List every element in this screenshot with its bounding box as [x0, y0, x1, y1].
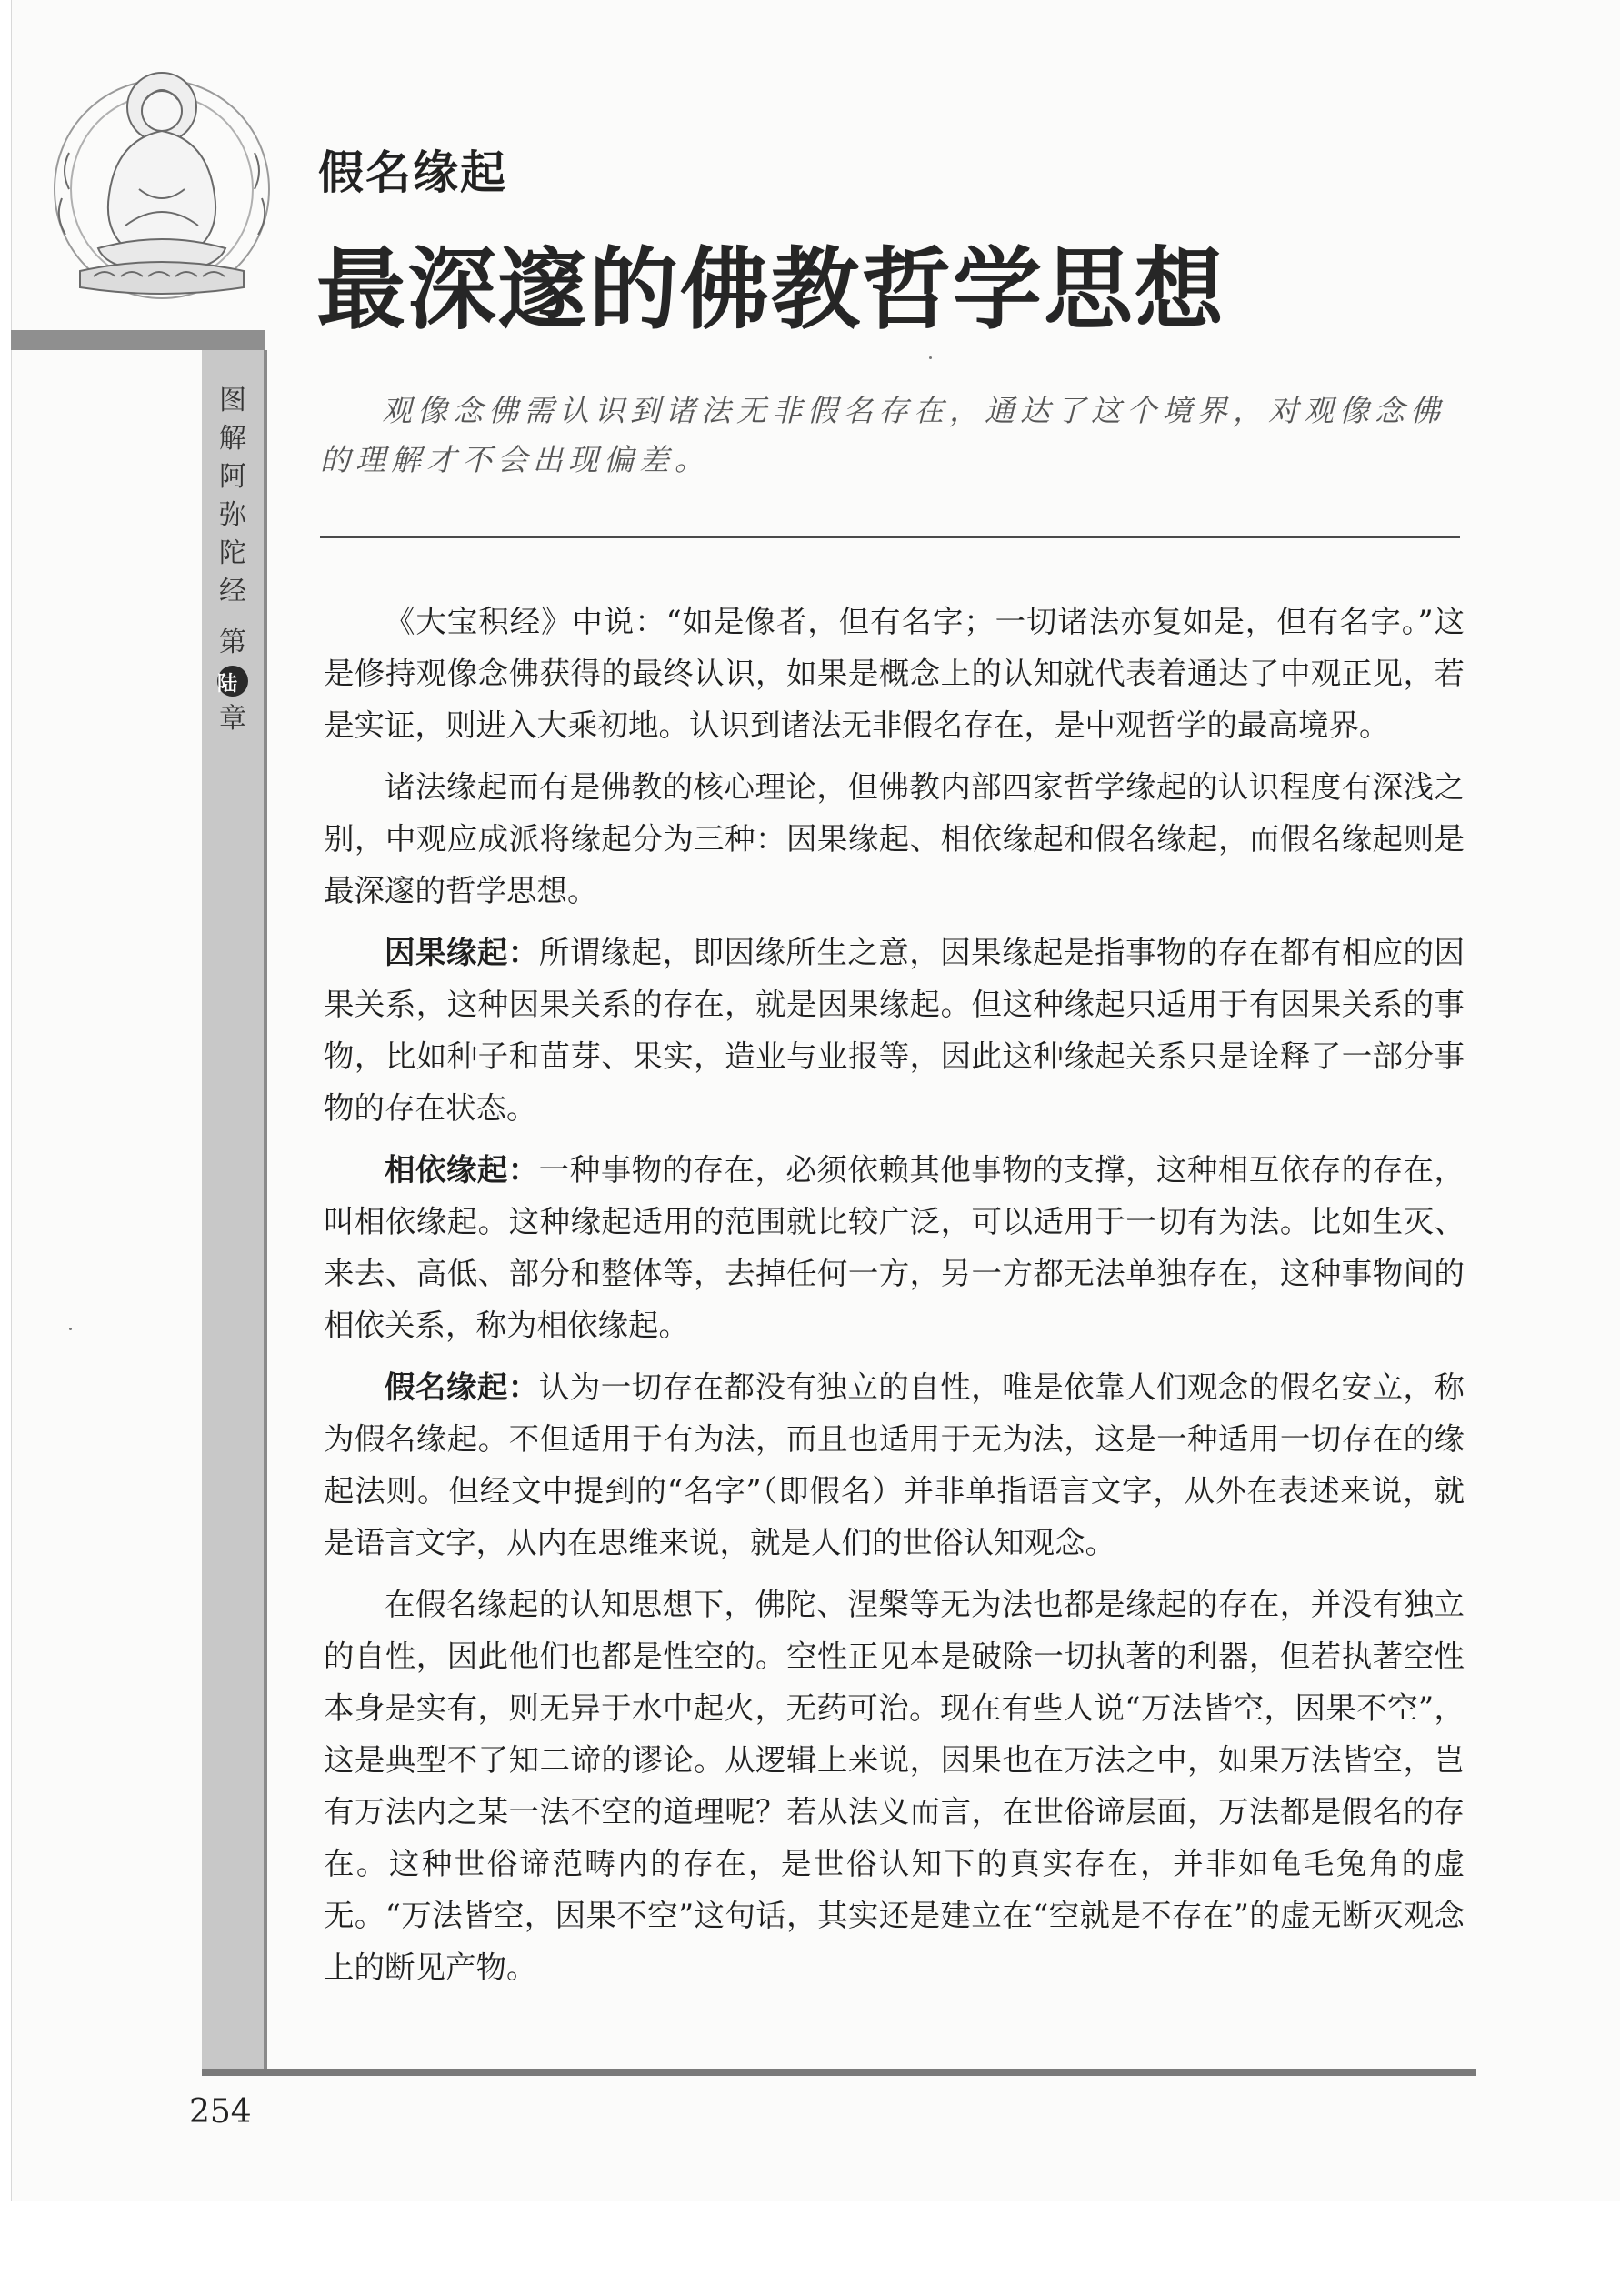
sidebar-char: 图: [219, 385, 246, 416]
sidebar-char: 陀: [219, 537, 246, 569]
paragraph: [324, 596, 1465, 751]
intro-text: 观像念佛需认识到诸法无非假名存在，通达了这个境界，对观像念佛的理解才不会出现偏差。: [320, 393, 1445, 477]
paragraph: [324, 1361, 1465, 1569]
sidebar-char: 阿: [219, 461, 246, 493]
sidebar-char: 章: [219, 703, 246, 735]
sidebar-char: 解: [219, 423, 246, 455]
paragraph: [324, 927, 1465, 1134]
sidebar-char: 经: [219, 576, 246, 607]
paragraph: [324, 1579, 1465, 1993]
paragraph: [324, 1144, 1465, 1351]
paragraph-text: 诸法缘起而有是佛教的核心理论，但佛教内部四家哲学缘起的认识程度有深浅之别，中观应成派将缘起分为三种：因果缘起、相依缘起和假名缘起，而假名缘起则是最深邃的哲学思想。: [324, 769, 1465, 908]
buddha-illustration: [44, 53, 280, 307]
scan-margin: [0, 2201, 1620, 2296]
page-title: 最深邃的佛教哲学思想: [316, 238, 1226, 342]
paragraph-text: 认为一切存在都没有独立的自性，唯是依靠人们观念的假名安立，称为假名缘起。不但适用于有为法，而且也适用于无为法，这是一种适用一切存在的缘起法则。但经文中提到的“名字”（即假名）并非单指语言文字，从外在表述来说，就是语言文字，从内在思维来说，就是人们的世俗认知观念。: [324, 1369, 1465, 1560]
header-band: [11, 330, 265, 350]
sidebar-char: 第: [219, 627, 246, 658]
page-number: 254: [189, 2093, 252, 2131]
scan-speck: [929, 356, 932, 359]
footer-band: [202, 2069, 1476, 2076]
paragraph: [324, 761, 1465, 917]
divider-rule: [320, 536, 1460, 538]
chapter-badge: 陆: [217, 666, 248, 697]
sidebar-char: 弥: [219, 499, 246, 531]
scan-speck: [69, 1328, 72, 1330]
paragraph-lead: 因果缘起：: [385, 935, 539, 970]
paragraph-text: 在假名缘起的认知思想下，佛陀、涅槃等无为法也都是缘起的存在，并没有独立的自性，因此他们也都是性空的。空性正见本是破除一切执著的利器，但若执著空性本身是实有，则无异于水中起火，无药可治。现在有些人说“万法皆空，因果不空”，这是典型不了知二谛的谬论。从逻辑上来说，因果也在万法之中，如果万法皆空，岂有万法内之某一法不空的道理呢？若从法义而言，在世俗谛层面，万法都是假名的存在。这种世俗谛范畴内的存在，是世俗认知下的真实存在，并非如龟毛兔角的虚无。“万法皆空，因果不空”这句话，其实还是建立在“空就是不存在”的虚无断灭观念上的断见产物。: [324, 1587, 1465, 1985]
body-text: [324, 596, 1465, 2003]
sidebar-vertical-text: [202, 382, 264, 738]
paragraph-text: 一种事物的存在，必须依赖其他事物的支撑，这种相互依存的存在，叫相依缘起。这种缘起适用的范围就比较广泛，可以适用于一切有为法。比如生灭、来去、高低、部分和整体等，去掉任何一方，另一方都无法单独存在，这种事物间的相依关系，称为相依缘起。: [324, 1152, 1465, 1343]
paragraph-lead: 假名缘起：: [385, 1369, 539, 1405]
paragraph-text: 所谓缘起，即因缘所生之意，因果缘起是指事物的存在都有相应的因果关系，这种因果关系的存在，就是因果缘起。但这种缘起只适用于有因果关系的事物，比如种子和苗芽、果实，造业与业报等，因此这种缘起关系只是诠释了一部分事物的存在状态。: [324, 935, 1465, 1126]
paragraph-lead: 相依缘起：: [385, 1152, 539, 1188]
paragraph-text: 《大宝积经》中说：“如是像者，但有名字；一切诸法亦复如是，但有名字。”这是修持观像念佛获得的最终认识，如果是概念上的认知就代表着通达了中观正见，若是实证，则进入大乘初地。认识到诸法无非假名存在，是中观哲学的最高境界。: [324, 604, 1465, 743]
section-subtitle: 假名缘起: [318, 146, 507, 199]
